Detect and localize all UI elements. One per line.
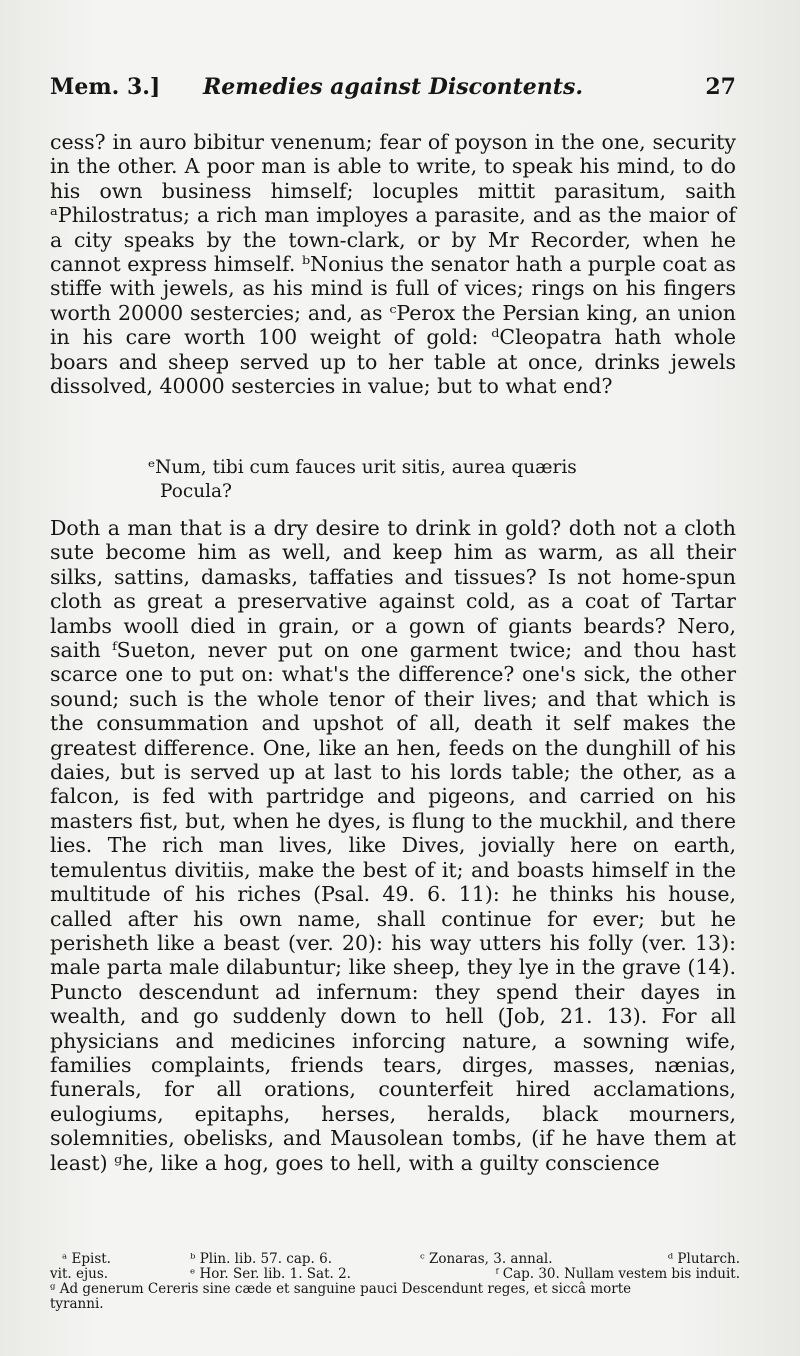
running-header <box>50 74 736 106</box>
body-paragraph-1 <box>50 130 736 398</box>
footnote-f: ᶠ Cap. 30. Nullam vestem bis induit. <box>495 1266 740 1282</box>
section-marker: Mem. 3.] <box>50 74 161 100</box>
footnote-g-continued: tyranni. <box>50 1296 104 1312</box>
verse-line-1: ᵉNum, tibi cum fauces urit sitis, aurea quæris <box>148 457 577 478</box>
footnote-a: ᵃ Epist. <box>62 1251 111 1267</box>
body-paragraph-2 <box>50 516 736 1175</box>
paragraph-text: cess? in auro bibitur venenum; fear of poyson in the one, security in the other. A poor man is able to write, to speak his mind, to do his own business himself; locuples mittit parasitum, saith ᵃPhilostratus; a rich man imployes a parasite, and as the maior of a city speaks by the town-clark, or by Mr Recorder, when he cannot express himself. ᵇNonius the senator hath a purple coat as stiffe with jewels, as his mind is full of vices; rings on his fingers worth 20000 sestercies; and, as ᶜPerox the Persian king, an union in his care worth 100 weight of gold: ᵈCleopatra hath whole boars and sheep served up to her table at once, drinks jewels dissolved, 40000 sestercies in value; but to what end? <box>50 130 736 399</box>
footnote-e: ᵉ Hor. Ser. lib. 1. Sat. 2. <box>190 1266 351 1282</box>
footnote-b: ᵇ Plin. lib. 57. cap. 6. <box>190 1251 333 1267</box>
page-number: 27 <box>705 74 736 100</box>
footnotes <box>50 1252 740 1312</box>
running-title: Remedies against Discontents. <box>202 74 584 100</box>
paragraph-text: Doth a man that is a dry desire to drink in gold? doth not a cloth sute become him as well, and keep him as warm, as all their silks, sattins, damasks, taffaties and tissues? Is not home-spun cloth as great a preservative against cold, as a coat of Tartar lambs wooll died in grain, or a gown of giants beards? Nero, saith ᶠSueton, never put on one garment twice; and thou hast scarce one to put on: what's the difference? one's sick, the other sound; such is the whole tenor of their lives; and that which is the consummation and upshot of all, death it self makes the greatest difference. One, like an hen, feeds on the dunghill of his daies, but is served up at last to his lords table; the other, as a falcon, is fed with partridge and pigeons, and carried on his masters fist, but, when he dyes, is flung to the muckhil, and there lies. The rich man lives, like Dives, jovially here on earth, temulentus divitiis, make the best of it; and boasts himself in the multitude of his riches (Psal. 49. 6. 11): he thinks his house, called after his own name, shall continue for ever; but he perisheth like a beast (ver. 20): his way utters his folly (ver. 13): male parta male dilabuntur; like sheep, they lye in the grave (14). Puncto descendunt ad infernum: they spend their dayes in wealth, and go suddenly down to hell (Job, 21. 13). For all physicians and medicines inforcing nature, a sowning wife, families complaints, friends tears, dirges, masses, nænias, funerals, for all orations, counterfeit hired acclamations, eulogiums, epitaphs, herses, heralds, black mourners, solemnities, obelisks, and Mausolean tombs, (if he have them at least) ᵍhe, like a hog, goes to hell, with a guilty conscience <box>50 516 736 1175</box>
footnote-d: ᵈ Plutarch. <box>667 1251 740 1267</box>
footnote-g: ᵍ Ad generum Cereris sine cæde et sanguine pauci Descendunt reges, et siccâ morte <box>50 1281 632 1297</box>
verse-line-2: Pocula? <box>160 481 232 502</box>
footnote-row <box>50 1252 740 1267</box>
verse-quotation <box>148 456 708 504</box>
footnote-a-continued: vit. ejus. <box>50 1266 109 1282</box>
footnote-row <box>50 1267 740 1282</box>
footnote-c: ᶜ Zonaras, 3. annal. <box>420 1251 553 1267</box>
